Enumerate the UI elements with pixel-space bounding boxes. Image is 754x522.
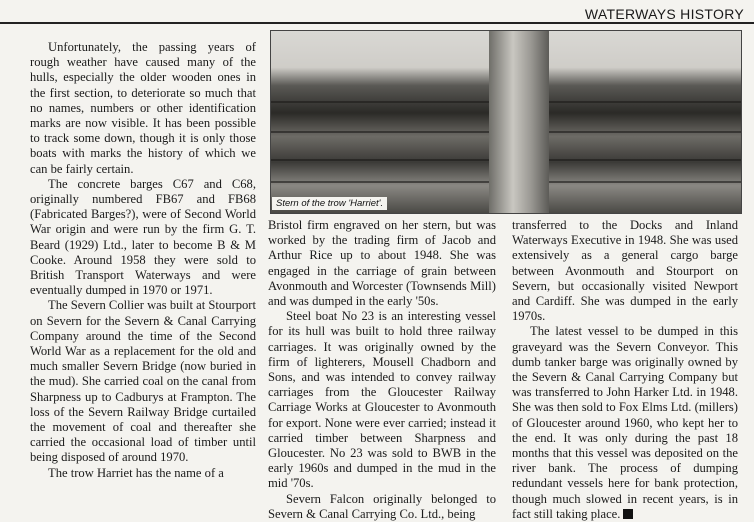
mooring-post: [489, 30, 549, 214]
paragraph: Unfortunately, the passing years of rough weather have caused many of the hulls, especially the older wooden ones in the first section, to deteriorate so much that no names, numbers or other identification marks are now visible. It has been possible to track some down, though it is only those boats with marks the history of which we can be fairly certain.: [30, 40, 256, 176]
column-2: [268, 218, 496, 522]
paragraph: [512, 324, 738, 522]
column-3: [512, 218, 738, 522]
photo-trow-harriet: [270, 30, 742, 214]
column-1: [30, 40, 256, 481]
paragraph: Severn Falcon originally belonged to Severn & Canal Carrying Co. Ltd., being: [268, 491, 496, 521]
header-rule: [0, 22, 754, 24]
section-title: WATERWAYS HISTORY: [581, 6, 748, 22]
paragraph: The Severn Collier was built at Stourport on Severn for the Severn & Canal Carrying Company around the time of the Second World War as a replacement for the old and much smaller Severn Bridge (now buried in the mud). She carried coal on the canal from Sharpness up to Cadburys at Frampton. The loss of the Severn Railway Bridge curtailed the movement of coal and thereafter she carried the occasional load of timber until being disposed of around 1970.: [30, 298, 256, 465]
paragraph: Steel boat No 23 is an interesting vessel for its hull was built to hold three railway carriages. It was originally owned by the firm of lighterers, Mousell Chadborn and Sons, and was intended to convey railway carriages from the Gloucester Railway Carriage Works at Gloucester to Avonmouth for export. None were ever carried; instead it carried timber between Sharpness and Gloucester. No 23 was sold to BWB in the early 1960s and dumped in the mud in the mid '70s.: [268, 309, 496, 491]
paragraph: The trow Harriet has the name of a: [48, 465, 224, 480]
photo-caption: Stern of the trow 'Harriet'.: [272, 197, 387, 210]
end-of-article-mark: [623, 509, 633, 519]
paragraph: transferred to the Docks and Inland Waterways Executive in 1948. She was used extensively as a general cargo barge between Avonmouth and Stourport on Severn, but occasionally visited Newport and Cardiff. She was dumped in the early 1970s.: [512, 218, 738, 324]
closing-paragraph-text: The latest vessel to be dumped in this graveyard was the Severn Conveyor. This dumb tanker barge was originally owned by the Severn & Canal Carrying Company but was transferred to John Harker Ltd. in 1948. She was then sold to Fox Elms Ltd. (millers) of Gloucester around 1960, who kept her to the end. It was only during the past 18 months that this vessel was deposited on the river bank. The process of dumping redundant vessels here for bank protection, though much slowed in recent years, is in fact still taking place.: [512, 324, 738, 521]
paragraph: The concrete barges C67 and C68, originally numbered FB67 and FB68 (Fabricated Barges?), were of Second World War origin and were run by the firm G. T. Beard (1929) Ltd., later to become B & M Cooke. Around 1958 they were sold to British Transport Waterways and were eventually dumped in 1970 or 1971.: [30, 176, 256, 298]
paragraph: Bristol firm engraved on her stern, but was worked by the trading firm of Jacob and Arthur Rice up to about 1948. She was engaged in the carriage of grain between Avonmouth and Worcester (Townsends Mill) and was dumped in the early '50s.: [268, 218, 496, 309]
